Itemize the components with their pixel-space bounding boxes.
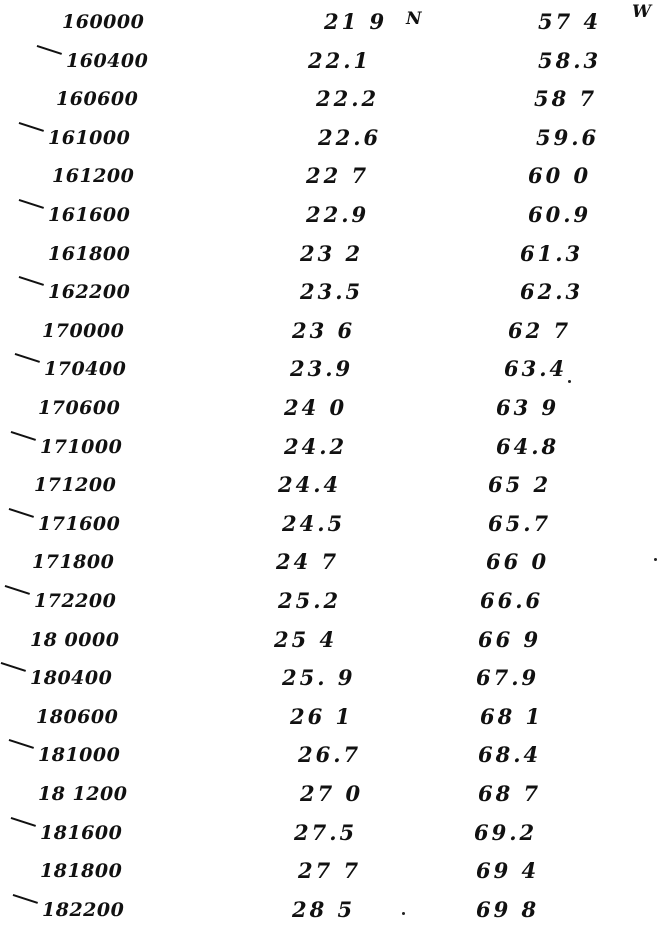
- lat-cell: 27 0: [300, 781, 364, 806]
- lat-cell: 26.7: [298, 742, 362, 768]
- lon-cell: 69.2: [474, 819, 538, 845]
- lon-direction-label: W: [632, 2, 652, 22]
- table-row: [0, 585, 666, 617]
- table-row: [0, 6, 666, 38]
- lon-cell: 63.4: [504, 356, 568, 382]
- lat-cell: 23.9: [290, 356, 354, 382]
- lat-cell: 22.1: [308, 47, 372, 73]
- lat-cell: 27.5: [294, 819, 358, 845]
- lat-cell: 21 9: [324, 9, 388, 34]
- time-cell: 171600: [38, 512, 121, 535]
- lat-cell: 23 2: [300, 240, 364, 266]
- time-cell: 172200: [34, 590, 117, 612]
- table-row: [0, 83, 666, 115]
- lon-cell: 58.3: [538, 47, 602, 73]
- lat-cell: 22.2: [316, 86, 380, 112]
- lat-cell: 24.2: [284, 433, 348, 459]
- lat-cell: 28 5: [292, 896, 356, 922]
- lon-cell: 66 0: [486, 549, 550, 575]
- lon-cell: 62 7: [508, 317, 572, 343]
- lon-cell: 60.9: [528, 202, 592, 227]
- time-cell: 180600: [36, 705, 119, 728]
- time-cell: 180400: [30, 667, 113, 690]
- lat-cell: 23.5: [300, 279, 364, 305]
- check-mark-icon: [8, 894, 38, 917]
- lat-cell: 27 7: [298, 858, 362, 884]
- lat-cell: 24 7: [276, 549, 340, 575]
- lon-cell: 59.6: [536, 124, 600, 150]
- time-cell: 161200: [52, 165, 135, 188]
- table-row: [0, 122, 666, 154]
- table-row: [0, 276, 666, 308]
- table-row: [0, 894, 666, 926]
- lat-cell: 22 7: [306, 163, 370, 189]
- time-cell: 170400: [44, 358, 127, 381]
- time-cell: 161800: [48, 242, 131, 265]
- lon-cell: 63 9: [496, 395, 560, 420]
- check-mark-icon: [6, 817, 36, 840]
- time-cell: 160000: [62, 11, 145, 33]
- lat-cell: 25. 9: [282, 665, 356, 691]
- table-row: [0, 701, 666, 733]
- time-cell: 18 0000: [30, 628, 120, 651]
- lon-cell: 60 0: [528, 163, 592, 189]
- check-mark-icon: [14, 122, 44, 145]
- check-mark-icon: [14, 276, 44, 299]
- time-cell: 160600: [56, 88, 139, 111]
- time-cell: 181000: [38, 744, 121, 767]
- table-row: [0, 315, 666, 347]
- lat-cell: 25.2: [278, 588, 342, 613]
- lon-cell: 68.4: [478, 742, 542, 768]
- time-cell: 181800: [40, 860, 123, 883]
- table-row: [0, 469, 666, 501]
- lon-cell: 66 9: [478, 626, 542, 652]
- table-row: [0, 817, 666, 849]
- time-cell: 171200: [34, 474, 117, 497]
- lat-cell: 22.6: [318, 124, 382, 150]
- time-cell: 162200: [48, 281, 131, 304]
- ink-speck: [654, 558, 657, 561]
- check-mark-icon: [4, 739, 34, 762]
- table-row: [0, 778, 666, 810]
- table-row: [0, 662, 666, 694]
- lon-cell: 67.9: [476, 665, 540, 691]
- table-row: [0, 392, 666, 424]
- table-row: [0, 508, 666, 540]
- time-cell: 170000: [42, 319, 125, 342]
- lat-cell: 24 0: [284, 395, 348, 420]
- lon-cell: 65.7: [488, 510, 552, 536]
- check-mark-icon: [14, 199, 44, 222]
- lat-cell: 24.4: [278, 472, 342, 498]
- time-cell: 161600: [48, 204, 131, 226]
- time-cell: 182200: [42, 898, 125, 921]
- lat-cell: 22.9: [306, 202, 370, 227]
- check-mark-icon: [4, 508, 34, 531]
- table-row: [0, 546, 666, 578]
- ink-speck: [402, 912, 405, 915]
- check-mark-icon: [10, 353, 40, 376]
- lon-cell: 69 4: [476, 858, 540, 884]
- table-row: [0, 238, 666, 270]
- lon-cell: 57 4: [538, 9, 602, 34]
- check-mark-icon: [0, 585, 30, 608]
- lat-cell: 25 4: [274, 626, 338, 652]
- lon-cell: 68 7: [478, 781, 542, 806]
- lat-direction-label: N: [406, 9, 422, 29]
- table-row: [0, 199, 666, 231]
- check-mark-icon: [0, 662, 26, 685]
- time-cell: 170600: [38, 397, 121, 419]
- table-row: [0, 160, 666, 192]
- lat-cell: 26 1: [290, 703, 354, 729]
- time-cell: 181600: [40, 821, 123, 844]
- table-row: [0, 431, 666, 463]
- ink-speck: [568, 380, 571, 383]
- table-row: [0, 739, 666, 771]
- time-cell: 18 1200: [38, 783, 128, 805]
- table-row: [0, 855, 666, 887]
- time-cell: 171000: [40, 435, 123, 458]
- lon-cell: 64.8: [496, 433, 560, 459]
- time-cell: 171800: [32, 551, 115, 574]
- table-row: [0, 624, 666, 656]
- lon-cell: 66.6: [480, 588, 544, 613]
- time-cell: 161000: [48, 126, 131, 149]
- lon-cell: 61.3: [520, 240, 584, 266]
- lon-cell: 69 8: [476, 896, 540, 922]
- check-mark-icon: [6, 431, 36, 454]
- lon-cell: 62.3: [520, 279, 584, 305]
- lon-cell: 68 1: [480, 703, 544, 729]
- check-mark-icon: [32, 45, 62, 68]
- table-row: [0, 353, 666, 385]
- lat-cell: 23 6: [292, 317, 356, 343]
- time-cell: 160400: [66, 49, 149, 72]
- lon-cell: 65 2: [488, 472, 552, 498]
- lon-cell: 58 7: [534, 86, 598, 112]
- table-row: [0, 45, 666, 77]
- lat-cell: 24.5: [282, 510, 346, 536]
